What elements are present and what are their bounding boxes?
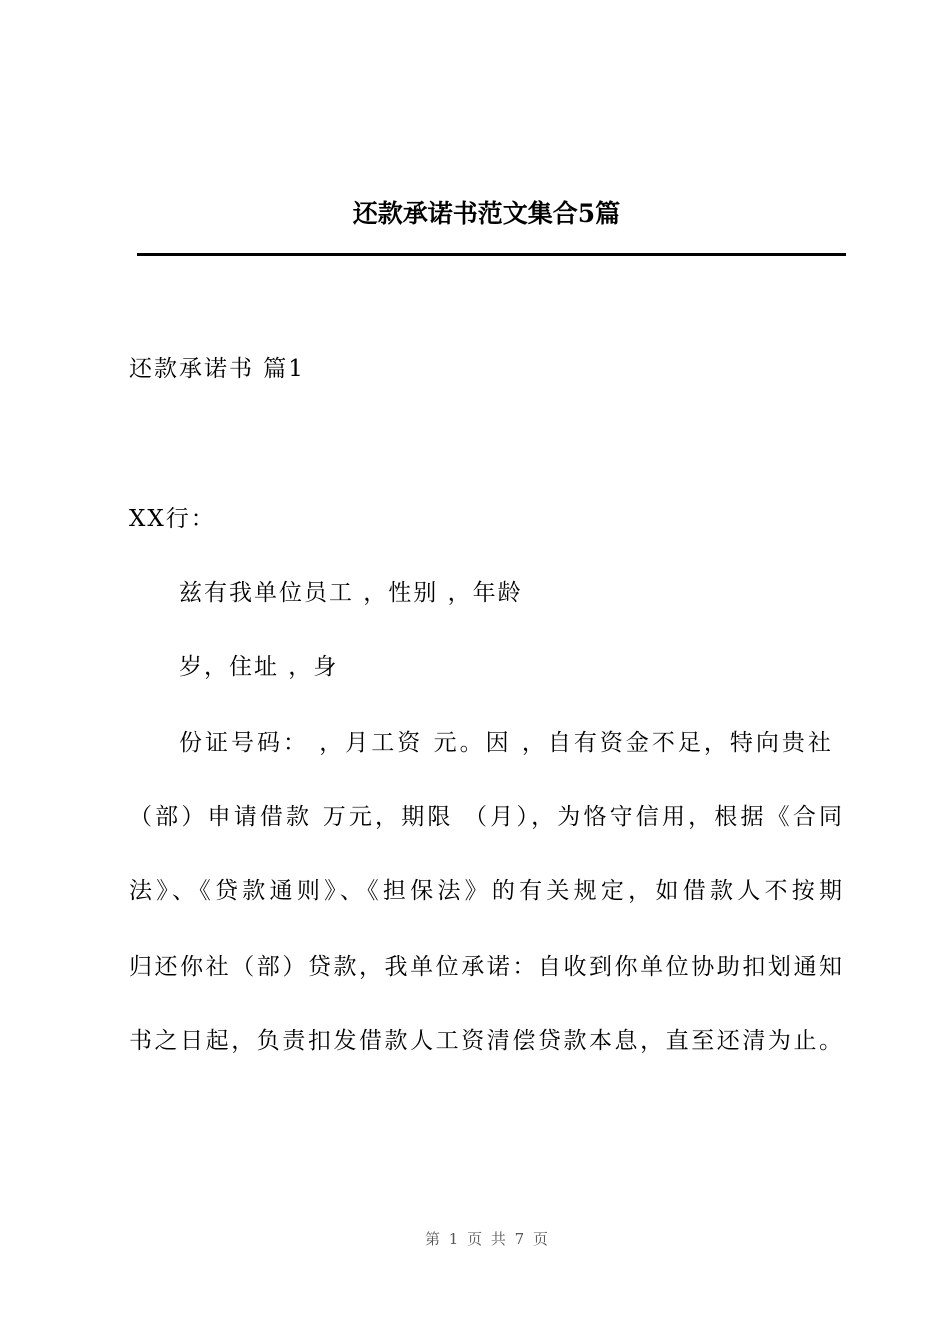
body-line-7: 书之日起，负责扣发借款人工资清偿贷款本息，直至还清为止。 <box>129 1028 842 1054</box>
body-line-4: （部）申请借款 万元，期限 （月），为恪守信用，根据《合同 <box>129 804 842 830</box>
body-line-5: 法》、《贷款通则》、《担保法》的有关规定，如借款人不按期 <box>129 878 842 904</box>
page-number-footer: 第 1 页 共 7 页 <box>425 1230 550 1248</box>
section-heading: 还款承诺书 篇1 <box>129 356 305 382</box>
body-line-3: 份证号码： ，月工资 元。因 ，自有资金不足，特向贵社 <box>179 730 834 756</box>
body-line-6: 归还你社（部）贷款，我单位承诺：自收到你单位协助扣划通知 <box>129 954 842 980</box>
body-line-1: 兹有我单位员工 ，性别 ，年龄 <box>179 580 523 606</box>
title-divider <box>137 253 846 256</box>
salutation: XX行： <box>129 506 216 532</box>
document-title: 还款承诺书范文集合5篇 <box>352 199 621 228</box>
body-line-2: 岁，住址 ，身 <box>179 654 339 680</box>
